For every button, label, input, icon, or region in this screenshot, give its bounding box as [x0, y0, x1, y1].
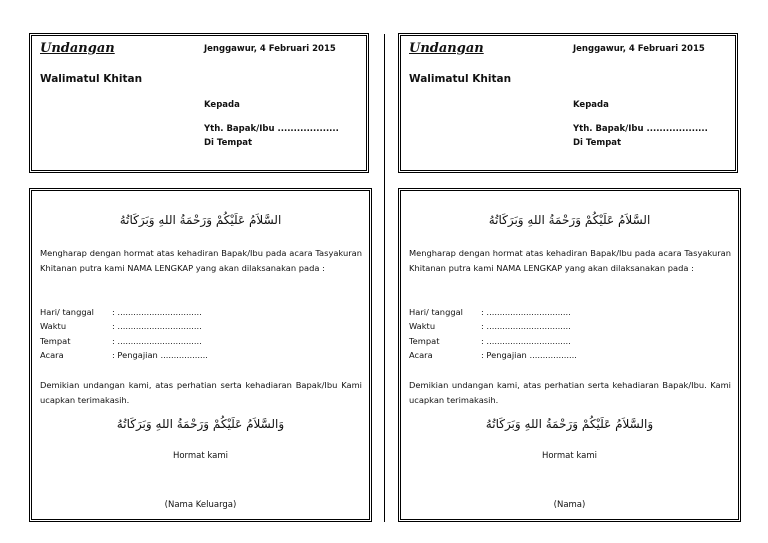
invitation-date: Jenggawur, 4 Februari 2015	[573, 44, 705, 54]
detail-row-date	[409, 307, 571, 317]
invitation-title: Undangan	[409, 41, 484, 56]
recipient-label: Kepada	[573, 100, 609, 110]
closing-paragraph: Demikian undangan kami, atas perhatian serta kehadiaran Bapak/Ibu. Kami ucapkan terimakasih.	[409, 380, 731, 405]
detail-value: : ................................	[112, 321, 202, 331]
detail-value: : ................................	[112, 336, 202, 346]
recipient-place: Di Tempat	[573, 138, 622, 148]
detail-label: Waktu	[409, 321, 436, 331]
center-divider	[384, 34, 385, 522]
detail-row-place	[409, 336, 571, 346]
recipient-name: Yth. Bapak/Ibu ...................	[573, 124, 708, 134]
salam-closing: وَالسَّلاَمُ عَلَيْكُمْ وَرَحْمَةُ اللهِ وَبَرَكَاتُهُ	[485, 417, 654, 431]
detail-value: : ................................	[481, 307, 571, 317]
detail-label: Acara	[409, 350, 433, 360]
invitation-title: Undangan	[40, 41, 115, 56]
detail-label: Waktu	[40, 321, 67, 331]
regards-text: Hormat kami	[541, 451, 598, 461]
detail-row-date	[40, 307, 202, 317]
recipient-place: Di Tempat	[204, 138, 253, 148]
header-card-right	[398, 33, 738, 173]
detail-row-time	[40, 321, 202, 331]
closing-paragraph: Demikian undangan kami, atas perhatian serta kehadiaran Bapak/Ibu Kami ucapkan terimakasih.	[40, 380, 362, 405]
detail-value: : ................................	[481, 336, 571, 346]
detail-label: Tempat	[409, 336, 440, 346]
detail-row-event	[409, 350, 577, 360]
body-card-right	[398, 188, 741, 522]
detail-value: : Pengajian ..................	[481, 350, 577, 360]
detail-label: Hari/ tanggal	[40, 307, 94, 317]
event-name: Walimatul Khitan	[40, 73, 143, 85]
detail-row-event	[40, 350, 208, 360]
header-card-left	[29, 33, 369, 173]
detail-row-place	[40, 336, 202, 346]
detail-row-time	[409, 321, 571, 331]
event-name: Walimatul Khitan	[409, 73, 512, 85]
salam-closing: وَالسَّلاَمُ عَلَيْكُمْ وَرَحْمَةُ اللهِ وَبَرَكَاتُهُ	[116, 417, 285, 431]
detail-value: : Pengajian ..................	[112, 350, 208, 360]
intro-paragraph: Mengharap dengan hormat atas kehadiran Bapak/Ibu pada acara Tasyakuran Khitanan putra kami NAMA LENGKAP yang akan dilaksanakan pada :	[40, 248, 362, 273]
signature: (Nama)	[553, 500, 586, 510]
recipient-label: Kepada	[204, 100, 240, 110]
body-card-left	[29, 188, 372, 522]
regards-text: Hormat kami	[172, 451, 229, 461]
intro-paragraph: Mengharap dengan hormat atas kehadiran Bapak/Ibu pada acara Tasyakuran Khitanan putra kami NAMA LENGKAP yang akan dilaksanakan pada :	[409, 248, 731, 273]
detail-value: : ................................	[112, 307, 202, 317]
detail-value: : ................................	[481, 321, 571, 331]
detail-label: Hari/ tanggal	[409, 307, 463, 317]
signature: (Nama Keluarga)	[164, 500, 237, 510]
invitation-date: Jenggawur, 4 Februari 2015	[204, 44, 336, 54]
salam-opening: السَّلاَمُ عَلَيْكُمْ وَرَحْمَةُ اللهِ وَبَرَكَاتُهُ	[119, 213, 282, 227]
recipient-name: Yth. Bapak/Ibu ...................	[204, 124, 339, 134]
detail-label: Tempat	[40, 336, 71, 346]
salam-opening: السَّلاَمُ عَلَيْكُمْ وَرَحْمَةُ اللهِ وَبَرَكَاتُهُ	[488, 213, 651, 227]
detail-label: Acara	[40, 350, 64, 360]
